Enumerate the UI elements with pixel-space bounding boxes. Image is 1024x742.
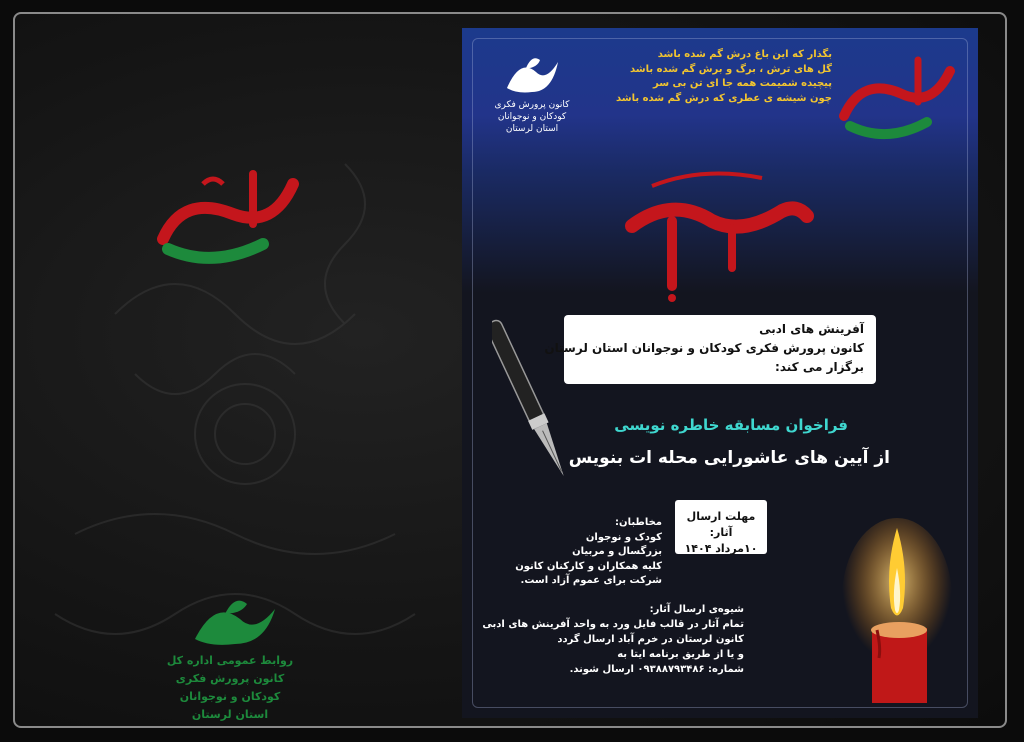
kanoon-left-line-4: استان لرستان: [191, 708, 269, 721]
deadline-date: ۱۰مرداد ۱۴۰۴: [684, 542, 758, 555]
call-title: فراخوان مسابقه خاطره نویسی: [614, 416, 848, 434]
send-line: شماره: ۰۹۳۸۸۷۹۳۴۸۶ ارسال شوند.: [569, 664, 744, 675]
poem-line-1: بگذار که این باغ درش گم شده باشد: [657, 49, 832, 60]
send-line: تمام آثار در قالب فایل ورد به واحد آفرینش های ادبی: [482, 619, 744, 630]
send-heading: شیوه‌ی ارسال آثار:: [649, 604, 744, 615]
deadline-box: [675, 500, 767, 554]
candle-icon: [837, 498, 967, 708]
poem-line-2: گل های ترش ، برگ و برش گم شده باشد: [630, 63, 832, 75]
fountain-pen-icon: [492, 308, 572, 508]
organizer-box: [544, 315, 876, 384]
kanoon-left-line-3: کودکان و نوجوانان: [179, 690, 281, 703]
audience-list: [502, 516, 662, 589]
organizer-line-3: برگزار می کند:: [775, 360, 864, 374]
iran-hussein-logo: [143, 154, 313, 284]
hussein-calligraphy: [592, 156, 822, 306]
poem-line-3: پیچیده شمیمت همه جا ای تن بی سر: [652, 78, 832, 89]
send-line: کانون لرستان در خرم آباد ارسال گردد: [557, 634, 744, 645]
audience-item: شرکت برای عموم آزاد است.: [520, 575, 662, 586]
poem: [615, 48, 832, 106]
poster: [462, 28, 978, 718]
audience-item: بزرگسال و مربیان: [572, 546, 662, 557]
kanoon-logo-line-2: کودکان و نوجوانان: [497, 112, 567, 122]
organizer-line-1: آفرینش های ادبی: [759, 322, 864, 336]
kanoon-bird-icon: [502, 50, 562, 95]
iran-hussein-logo-small: [832, 46, 962, 156]
kanoon-logo-line-1: کانون پرورش فکری: [494, 100, 570, 110]
kanoon-left-line-1: روابط عمومی اداره کل: [166, 654, 294, 667]
audience-item: کلیه همکاران و کارکنان کانون: [515, 560, 662, 572]
deadline-label: مهلت ارسال آثار:: [686, 510, 756, 539]
kanoon-logo-icon: [185, 589, 285, 649]
call-subtitle: از آیین های عاشورایی محله ات بنویس: [568, 448, 890, 468]
organizer-line-2: کانون پرورش فکری کودکان و نوجوانان استان لرستان: [544, 341, 864, 355]
audience-item: کودک و نوجوان: [585, 531, 662, 543]
send-line: و یا از طریق برنامه ایتا به: [617, 649, 744, 660]
audience-heading: مخاطبان:: [615, 517, 662, 528]
kanoon-left-text: [145, 652, 315, 724]
kanoon-logo-line-3: استان لرستان: [505, 124, 559, 134]
kanoon-left-line-2: کانون پرورش فکری: [175, 672, 285, 685]
poem-line-4: چون شیشه ی عطری که درش گم شده باشد: [615, 92, 832, 104]
kanoon-logo: [487, 50, 577, 155]
send-method: [482, 602, 744, 677]
